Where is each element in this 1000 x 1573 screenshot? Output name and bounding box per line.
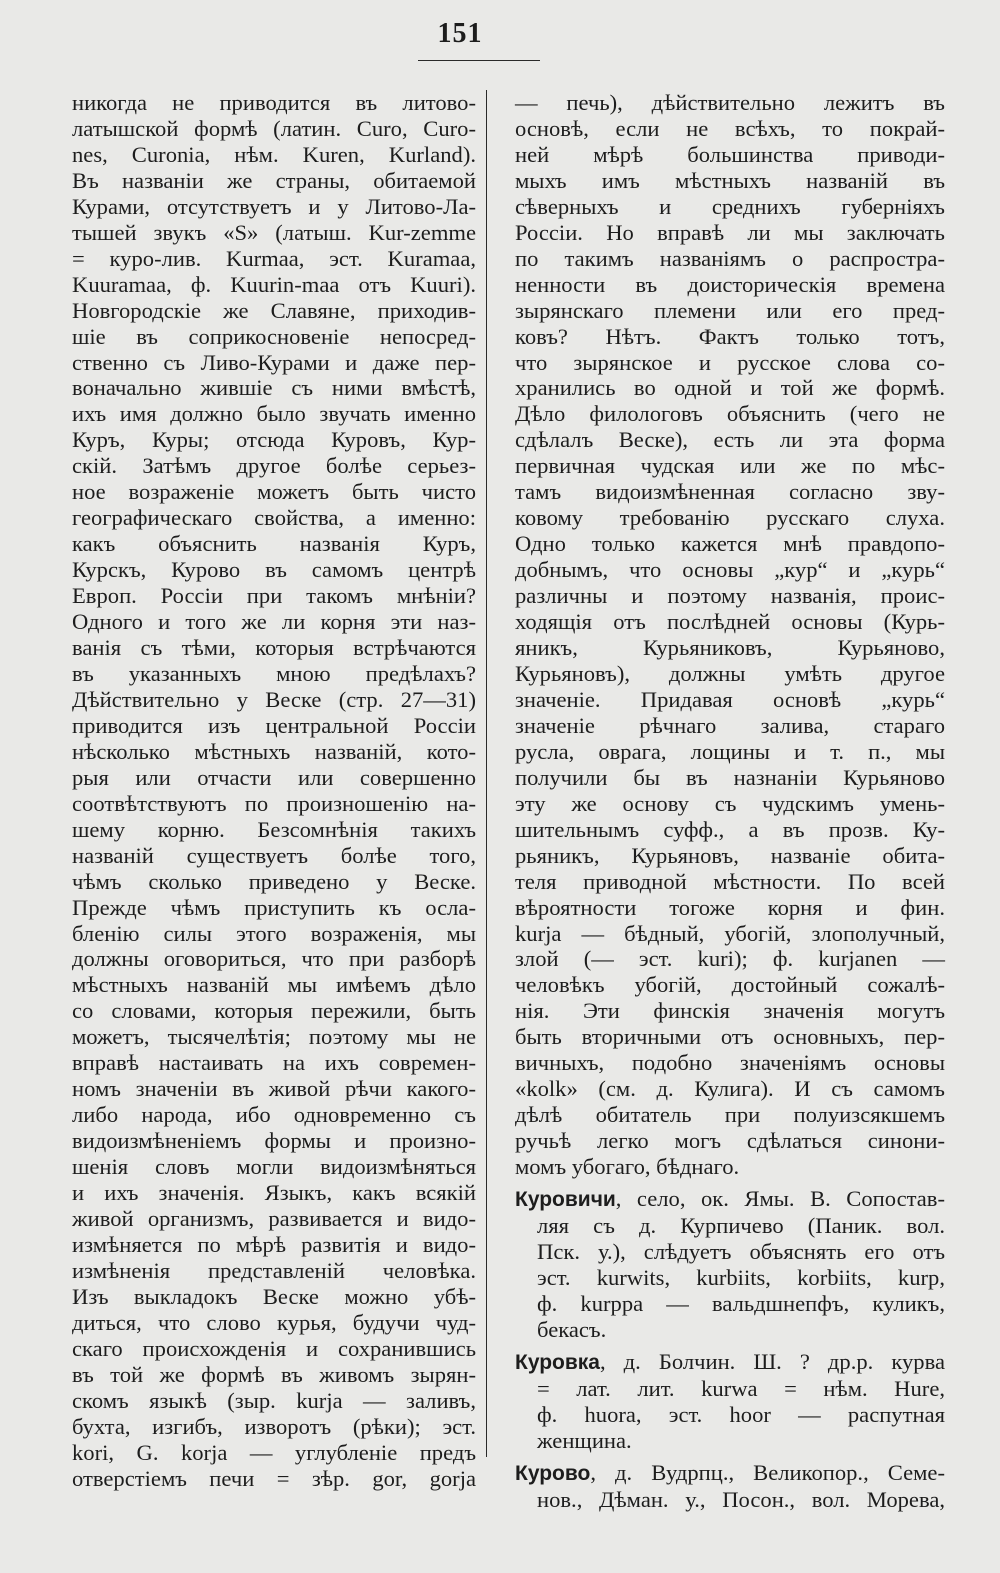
text-line: вправѣ настаивать на ихъ современ- <box>72 1050 476 1076</box>
text-line: живой организмъ, развивается и видо- <box>72 1205 476 1231</box>
text-line: скій. Затѣмъ другое болѣе серьез- <box>72 453 476 479</box>
text-line: хранились во одной и той же формѣ. <box>515 375 945 401</box>
text-line: видоизмѣненіемъ формы и произно- <box>72 1128 476 1154</box>
text-line: нѣсколько мѣстныхъ названій, кото- <box>72 738 476 764</box>
header-rule <box>418 60 540 61</box>
text-line: рыя или отчасти или совершенно <box>72 764 476 790</box>
text-line: можетъ, тысячелѣтія; поэтому мы не <box>72 1024 476 1050</box>
text-line: измѣняется по мѣрѣ развитія и видо- <box>72 1231 476 1257</box>
text-line: какъ объяснить названія Куръ, <box>72 531 476 557</box>
text-line: ковому требованію русскаго слуха. <box>515 505 945 531</box>
text-line: ванія съ тѣми, которыя встрѣчаются <box>72 635 476 661</box>
text-line: никогда не приводится въ литово- <box>72 90 476 115</box>
text-line: шенія словъ могли видоизмѣняться <box>72 1154 476 1180</box>
text-line: латышской формѣ (латин. Curo, Curo- <box>72 115 476 141</box>
text-line: основѣ, если не всѣхъ, то покрай- <box>515 115 945 141</box>
text-line: шительнымъ суфф., а въ прозв. Ку- <box>515 816 945 842</box>
text-line: нія. Эти финскія значенія могутъ <box>515 998 945 1024</box>
column-divider <box>486 90 487 1457</box>
entry-first-line-text: , д. Вудрпц., Великопор., Семе- <box>590 1459 945 1485</box>
text-line: яникъ, Курьяниковъ, Курьяново, <box>515 635 945 661</box>
entry-text-line: = лат. лит. kurwa = нѣм. Hure, <box>537 1375 945 1401</box>
text-line: момъ убогаго, бѣднаго. <box>515 1154 740 1180</box>
text-line: ходящія отъ послѣдней основы (Курь- <box>515 609 945 635</box>
text-line: эту же основу съ чудскимъ умень- <box>515 790 945 816</box>
entry-headword: Куровка <box>515 1350 600 1374</box>
text-line: = куро-лив. Kurmaa, эст. Kuramaa, <box>72 245 476 271</box>
text-line: Курьяновъ), должны умѣть другое <box>515 660 945 686</box>
entry-text-line: нов., Дѣман. у., Посон., вол. Морева, <box>537 1486 945 1512</box>
text-line: скаго происхожденія и сохранившись <box>72 1335 476 1361</box>
text-line: Курами, отсутствуетъ и у Литово-Ла- <box>72 193 476 219</box>
text-line: злой (— эст. kuri); ф. kurjanen — <box>515 946 945 972</box>
text-line: скомъ языкѣ (зыр. kurja — заливъ, <box>72 1387 476 1413</box>
text-line: Въ названіи же страны, обитаемой <box>72 167 476 193</box>
text-line: kurja — бѣдный, убогій, злополучный, <box>515 920 945 946</box>
entry-first-line <box>515 1349 945 1376</box>
text-line: либо народа, ибо одновременно съ <box>72 1102 476 1128</box>
entry-headword: Куровичи <box>515 1188 616 1212</box>
text-line: диться, что слово курья, будучи чуд- <box>72 1309 476 1335</box>
text-line: въ той же формѣ въ живомъ зырян- <box>72 1361 476 1387</box>
text-line: Европ. Россіи при такомъ мнѣніи? <box>72 583 476 609</box>
text-line: Дѣло филологовъ объяснить (чего не <box>515 401 945 427</box>
text-line: отверстіемъ печи = зѣр. gor, gorja <box>72 1465 476 1491</box>
right-column <box>515 90 945 1512</box>
text-line: географическаго свойства, а именно: <box>72 505 476 531</box>
text-line: русла, оврага, лощины и т. п., мы <box>515 738 945 764</box>
text-line: Куръ, Куры; отсюда Куровъ, Кур- <box>72 427 476 453</box>
entry-text-line: ф. huora, эст. hoor — распутная <box>537 1401 945 1427</box>
entry-headword: Курово <box>515 1461 591 1485</box>
text-line: мыхъ имъ мѣстныхъ названій въ <box>515 167 945 193</box>
text-line: со словами, которыя пережили, быть <box>72 998 476 1024</box>
text-line: Курскъ, Курово въ самомъ центрѣ <box>72 557 476 583</box>
text-line: первичная чудская или же по мѣс- <box>515 453 945 479</box>
text-line: номъ значеніи въ живой рѣчи какого- <box>72 1076 476 1102</box>
text-line: по такимъ названіямъ о распростра- <box>515 245 945 271</box>
text-line: приводится изъ центральной Россіи <box>72 712 476 738</box>
text-line: бухта, изгибъ, изворотъ (рѣки); эст. <box>72 1413 476 1439</box>
entry-text-line: ляя съ д. Курпичево (Паник. вол. <box>537 1212 945 1238</box>
text-line: тамъ видоизмѣненная согласно зву- <box>515 479 945 505</box>
text-line: названій существуетъ болѣе того, <box>72 842 476 868</box>
text-line: зырянскаго племени или его пред- <box>515 297 945 323</box>
entry-text-line: ф. kurppa — вальдшнепфъ, куликъ, <box>537 1290 945 1316</box>
text-line: «kolk» (см. д. Кулига). И съ самомъ <box>515 1076 945 1102</box>
text-line: ихъ имя должно было звучать именно <box>72 401 476 427</box>
text-line: kori, G. korja — углубленіе предъ <box>72 1439 476 1465</box>
entry-first-line <box>515 1460 945 1487</box>
text-line: добнымъ, что основы „кур“ и „курь“ <box>515 557 945 583</box>
text-line: Kuuramaa, ф. Kuurin-maa отъ Kuuri). <box>72 271 476 297</box>
entry-text-line: эст. kurwits, kurbiits, korbiits, kurp, <box>537 1264 945 1290</box>
text-line: Изъ выкладокъ Веске можно убѣ- <box>72 1283 476 1309</box>
left-column <box>72 90 476 1491</box>
text-line: ручьѣ легко могъ сдѣлаться синони- <box>515 1128 945 1154</box>
entry-text-line: бекасъ. <box>537 1316 607 1342</box>
text-line: ное возраженіе можетъ быть чисто <box>72 479 476 505</box>
text-line: человѣкъ убогій, достойный сожалѣ- <box>515 972 945 998</box>
text-line: значеніе рѣчнаго залива, стараго <box>515 712 945 738</box>
text-line: Одно только кажется мнѣ правдопо- <box>515 531 945 557</box>
text-line: различны и поэтому названія, проис- <box>515 583 945 609</box>
text-line: вичныхъ, подобно значеніямъ основы <box>515 1050 945 1076</box>
text-line: измѣненія представленій человѣка. <box>72 1257 476 1283</box>
text-line: въ указанныхъ мною предѣлахъ? <box>72 660 476 686</box>
text-line: ственно съ Ливо-Курами и даже пер- <box>72 349 476 375</box>
text-line: Новгородскіе же Славяне, приходив- <box>72 297 476 323</box>
text-line: дѣлѣ обитатель при полуизсякшемъ <box>515 1102 945 1128</box>
text-line: ней мѣрѣ большинства приводи- <box>515 141 945 167</box>
text-line: вѣроятности тогоже корня и фин. <box>515 894 945 920</box>
entry-first-line <box>515 1186 945 1213</box>
text-line: ненности въ доисторическія времена <box>515 271 945 297</box>
text-line: шіе въ соприкосновеніе непосред- <box>72 323 476 349</box>
text-line: мѣстныхъ названій мы имѣемъ дѣло <box>72 972 476 998</box>
entry-text-line: женщина. <box>537 1427 632 1453</box>
entry-text-line: Пск. у.), слѣдуетъ объяснять его отъ <box>537 1238 945 1264</box>
text-line: nes, Curonia, нѣм. Kuren, Kurland). <box>72 141 476 167</box>
text-line: сѣверныхъ и среднихъ губерніяхъ <box>515 193 945 219</box>
entry-first-line-text: , село, ок. Ямы. В. Сопостав- <box>615 1186 945 1212</box>
text-line: значеніе. Придавая основѣ „курь“ <box>515 686 945 712</box>
text-line: соотвѣтствуютъ по произношенію на- <box>72 790 476 816</box>
text-line: чѣмъ сколько приведено у Веске. <box>72 868 476 894</box>
text-line: должны оговориться, что при разборѣ <box>72 946 476 972</box>
text-line: бленію силы этого возраженія, мы <box>72 920 476 946</box>
text-line: сдѣлалъ Веске), есть ли эта форма <box>515 427 945 453</box>
text-line: шему корню. Безсомнѣнія такихъ <box>72 816 476 842</box>
text-line: и ихъ значенія. Языкъ, какъ всякій <box>72 1180 476 1206</box>
entry-first-line-text: , д. Болчин. Ш. ? др.р. курва <box>599 1348 945 1374</box>
text-line: ковъ? Нѣтъ. Фактъ только тотъ, <box>515 323 945 349</box>
text-line: воначально жившіе съ ними вмѣстѣ, <box>72 375 476 401</box>
text-line: что зырянское и русское слова со- <box>515 349 945 375</box>
page-number: 151 <box>437 18 483 49</box>
text-line: Одного и того же ли корня эти наз- <box>72 609 476 635</box>
text-line: быть вторичными отъ основныхъ, пер- <box>515 1024 945 1050</box>
text-line: рьяникъ, Курьяновъ, названіе обита- <box>515 842 945 868</box>
text-line: Дѣйствительно у Веске (стр. 27—31) <box>72 686 476 712</box>
text-line: получили бы въ назнаніи Курьяново <box>515 764 945 790</box>
text-line: Прежде чѣмъ приступить къ осла- <box>72 894 476 920</box>
text-line: Россіи. Но вправѣ ли мы заключать <box>515 219 945 245</box>
text-line: теля приводной мѣстности. По всей <box>515 868 945 894</box>
text-line: — печь), дѣйствительно лежитъ въ <box>515 90 945 115</box>
text-line: тышей звукъ «S» (латыш. Kur-zemme <box>72 219 476 245</box>
